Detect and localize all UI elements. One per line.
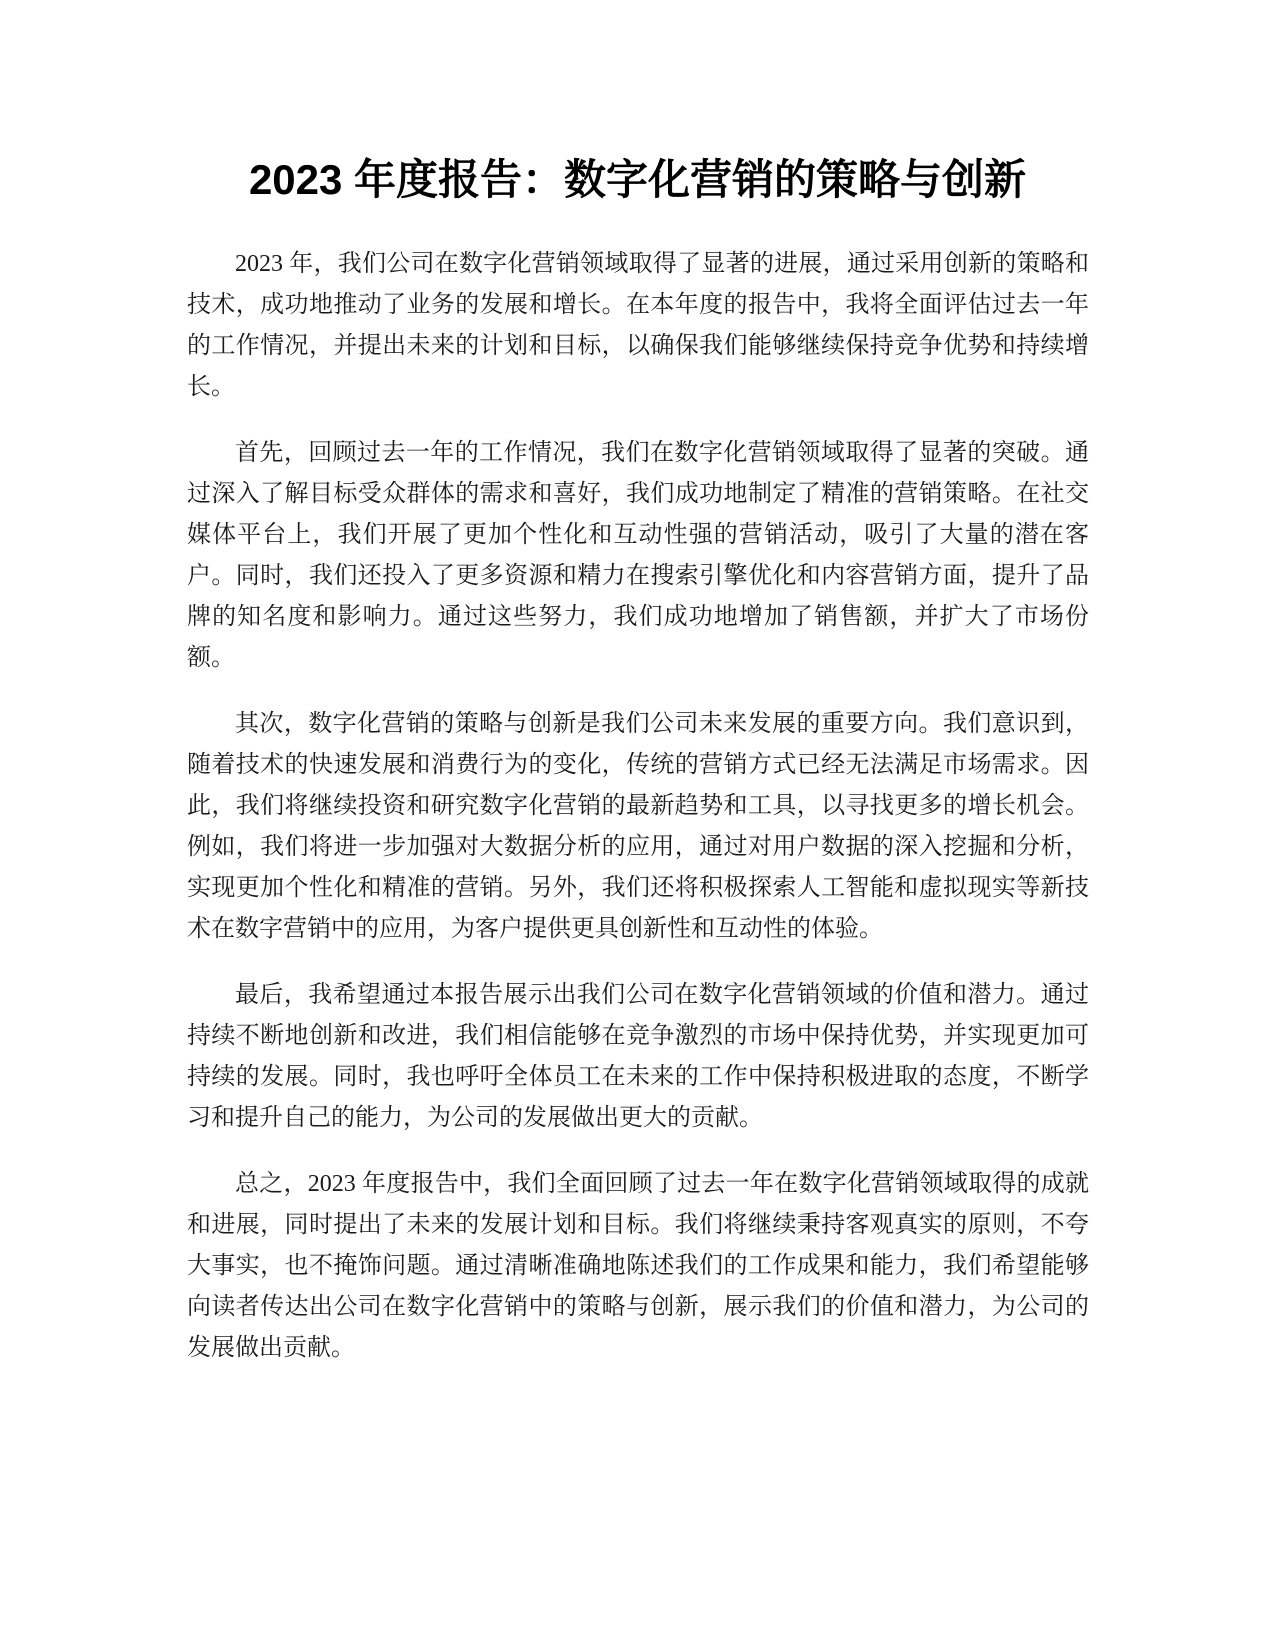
document-title: 2023 年度报告：数字化营销的策略与创新	[248, 156, 1027, 203]
paragraph-2: 首先，回顾过去一年的工作情况，我们在数字化营销领域取得了显著的突破。通过深入了解目标受众群体的需求和喜好，我们成功地制定了精准的营销策略。在社交媒体平台上，我们开展了更加个性化和互动性强的营销活动，吸引了大量的潜在客户。同时，我们还投入了更多资源和精力在搜索引擎优化和内容营销方面，提升了品牌的知名度和影响力。通过这些努力，我们成功地增加了销售额，并扩大了市场份额。	[187, 440, 1089, 671]
document-body	[187, 244, 1089, 1394]
paragraph-4: 最后，我希望通过本报告展示出我们公司在数字化营销领域的价值和潜力。通过持续不断地创新和改进，我们相信能够在竞争激烈的市场中保持优势，并实现更加可持续的发展。同时，我也呼吁全体员工在未来的工作中保持积极进取的态度，不断学习和提升自己的能力，为公司的发展做出更大的贡献。	[187, 982, 1089, 1131]
paragraph-1: 2023 年，我们公司在数字化营销领域取得了显著的进展，通过采用创新的策略和技术，成功地推动了业务的发展和增长。在本年度的报告中，我将全面评估过去一年的工作情况，并提出未来的计划和目标，以确保我们能够继续保持竞争优势和持续增长。	[187, 251, 1089, 400]
paragraph-3: 其次，数字化营销的策略与创新是我们公司未来发展的重要方向。我们意识到，随着技术的快速发展和消费行为的变化，传统的营销方式已经无法满足市场需求。因此，我们将继续投资和研究数字化营销的最新趋势和工具，以寻找更多的增长机会。例如，我们将进一步加强对大数据分析的应用，通过对用户数据的深入挖掘和分析，实现更加个性化和精准的营销。另外，我们还将积极探索人工智能和虚拟现实等新技术在数字营销中的应用，为客户提供更具创新性和互动性的体验。	[187, 711, 1089, 942]
paragraph-5: 总之，2023 年度报告中，我们全面回顾了过去一年在数字化营销领域取得的成就和进展，同时提出了未来的发展计划和目标。我们将继续秉持客观真实的原则，不夸大事实，也不掩饰问题。通过清晰准确地陈述我们的工作成果和能力，我们希望能够向读者传达出公司在数字化营销中的策略与创新，展示我们的价值和潜力，为公司的发展做出贡献。	[187, 1171, 1089, 1361]
